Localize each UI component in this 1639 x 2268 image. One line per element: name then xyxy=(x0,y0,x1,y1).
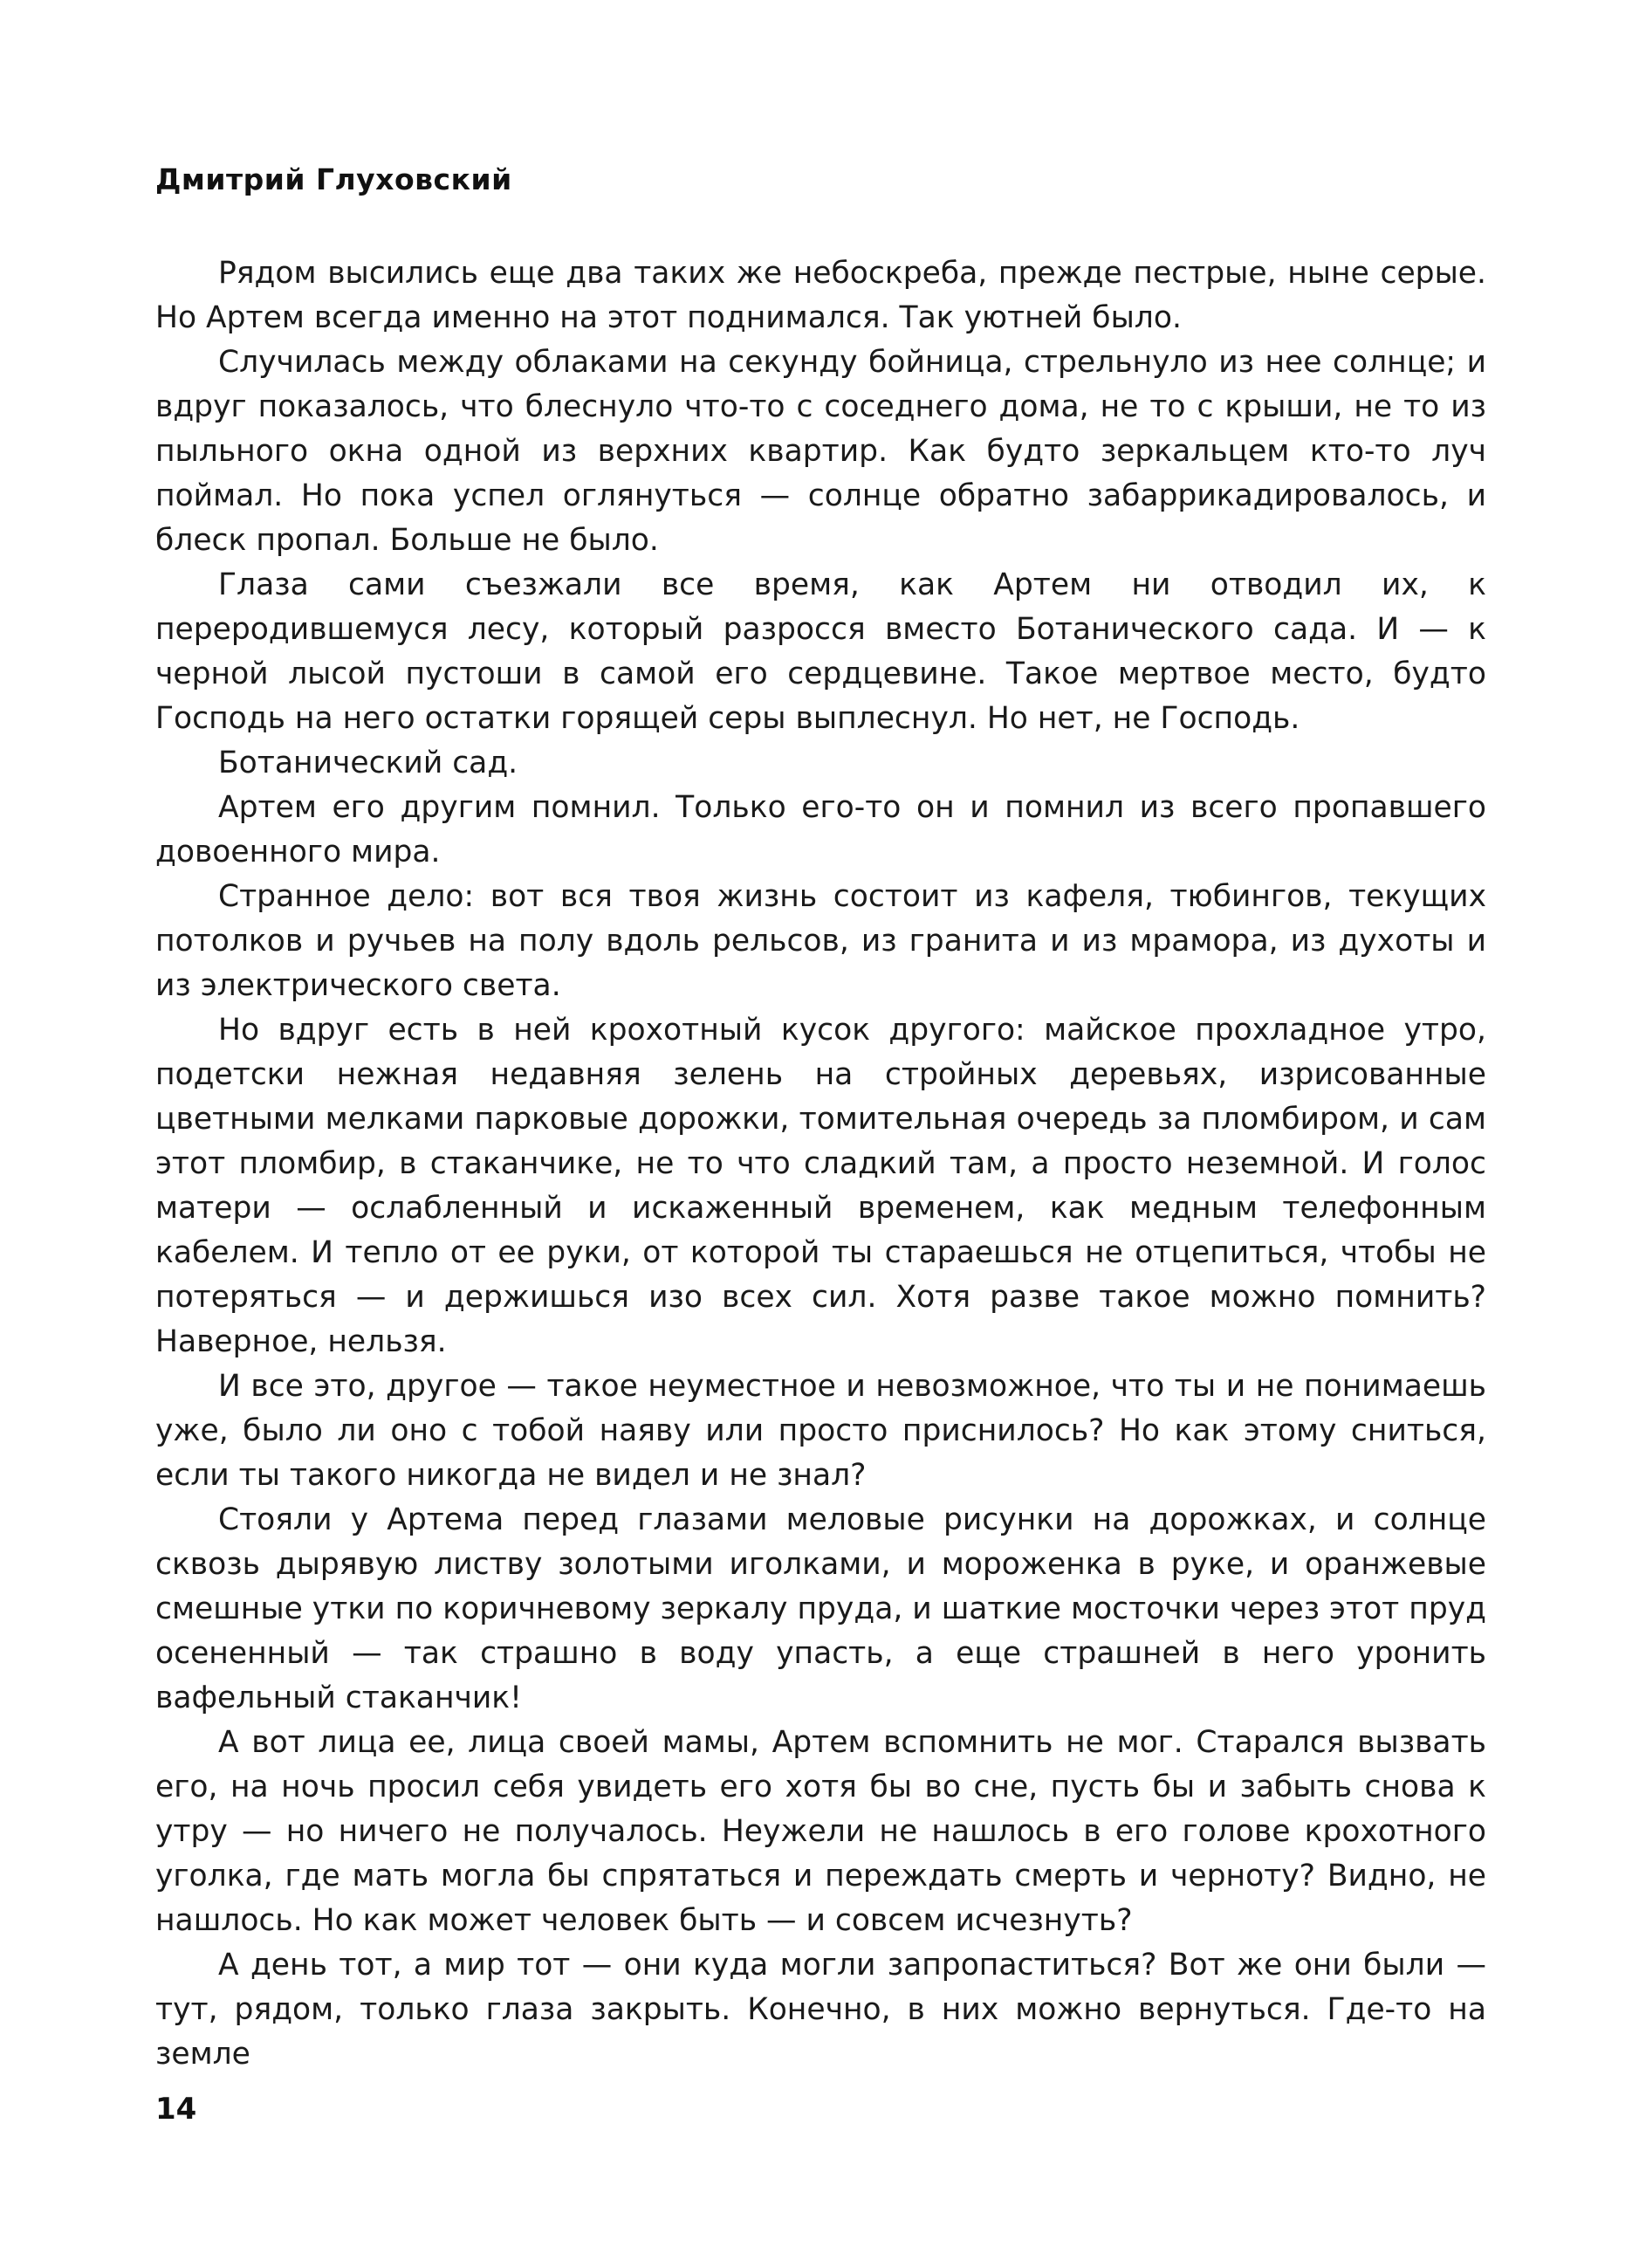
paragraph: Случилась между облаками на секунду бойница, стрельнуло из нее солнце; и вдруг показалось, что блеснуло что-то с соседнего дома, не то с крыши, не то из пыльного окна одной из верхних квартир. Как будто зеркальцем кто-то луч поймал. Но пока успел оглянуться — солнце обратно забаррикадировалось, и блеск пропал. Больше не было. xyxy=(155,345,1486,558)
paragraph: Глаза сами съезжали все время, как Артем ни отводил их, к переродившемуся лесу, который разросся вместо Ботанического сада. И — к черной лысой пустоши в самой его сердцевине. Такое мертвое место, будто Господь на него остатки горящей серы выплеснул. Но нет, не Господь. xyxy=(155,567,1486,736)
paragraph: Рядом высились еще два таких же небоскреба, прежде пестрые, ныне серые. Но Артем всегда именно на этот поднимался. Так уютней было. xyxy=(155,256,1486,335)
paragraph: Артем его другим помнил. Только его-то он и помнил из всего пропавшего довоенного мира. xyxy=(155,790,1486,869)
paragraph: Но вдруг есть в ней крохотный кусок другого: майское прохладное утро, подетски нежная недавняя зелень на стройных деревьях, изрисованные цветными мелками парковые дорожки, томительная очередь за пломбиром, и сам этот пломбир, в стаканчике, не то что сладкий там, а просто неземной. И голос матери — ослабленный и искаженный временем, как медным телефонным кабелем. И тепло от ее руки, от которой ты стараешься не отцепиться, чтобы не потеряться — и держишься изо всех сил. Хотя разве такое можно помнить? Наверное, нельзя. xyxy=(155,1013,1486,1359)
paragraph: Стояли у Артема перед глазами меловые рисунки на дорожках, и солнце сквозь дырявую листву золотыми иголками, и мороженка в руке, и оранжевые смешные утки по коричневому зеркалу пруда, и шаткие мосточки через этот пруд осененный — так страшно в воду упасть, а еще страшней в него уронить вафельный стаканчик! xyxy=(155,1502,1486,1715)
running-head-author: Дмитрий Глуховский xyxy=(155,162,512,196)
paragraph: А вот лица ее, лица своей мамы, Артем вспомнить не мог. Старался вызвать его, на ночь просил себя увидеть его хотя бы во сне, пусть бы и забыть снова к утру — но ничего не получалось. Неужели не нашлось в его голове крохотного уголка, где мать могла бы спрятаться и переждать смерть и черноту? Видно, не нашлось. Но как может человек быть — и совсем исчезнуть? xyxy=(155,1725,1486,1938)
paragraph: Странное дело: вот вся твоя жизнь состоит из кафеля, тюбингов, текущих потолков и ручьев на полу вдоль рельсов, из гранита и из мрамора, из духоты и из электрического света. xyxy=(155,879,1486,1003)
page-number: 14 xyxy=(155,2092,197,2127)
paragraph: И все это, другое — такое неуместное и невозможное, что ты и не понимаешь уже, было ли оно с тобой наяву или просто приснилось? Но как этому сниться, если ты такого никогда не видел и не знал? xyxy=(155,1369,1486,1493)
paragraph: Ботанический сад. xyxy=(218,746,518,780)
paragraph: А день тот, а мир тот — они куда могли запропаститься? Вот же они были — тут, рядом, только глаза закрыть. Конечно, в них можно вернуться. Где-то на земле xyxy=(155,1948,1486,2072)
body-text xyxy=(155,251,1486,2077)
